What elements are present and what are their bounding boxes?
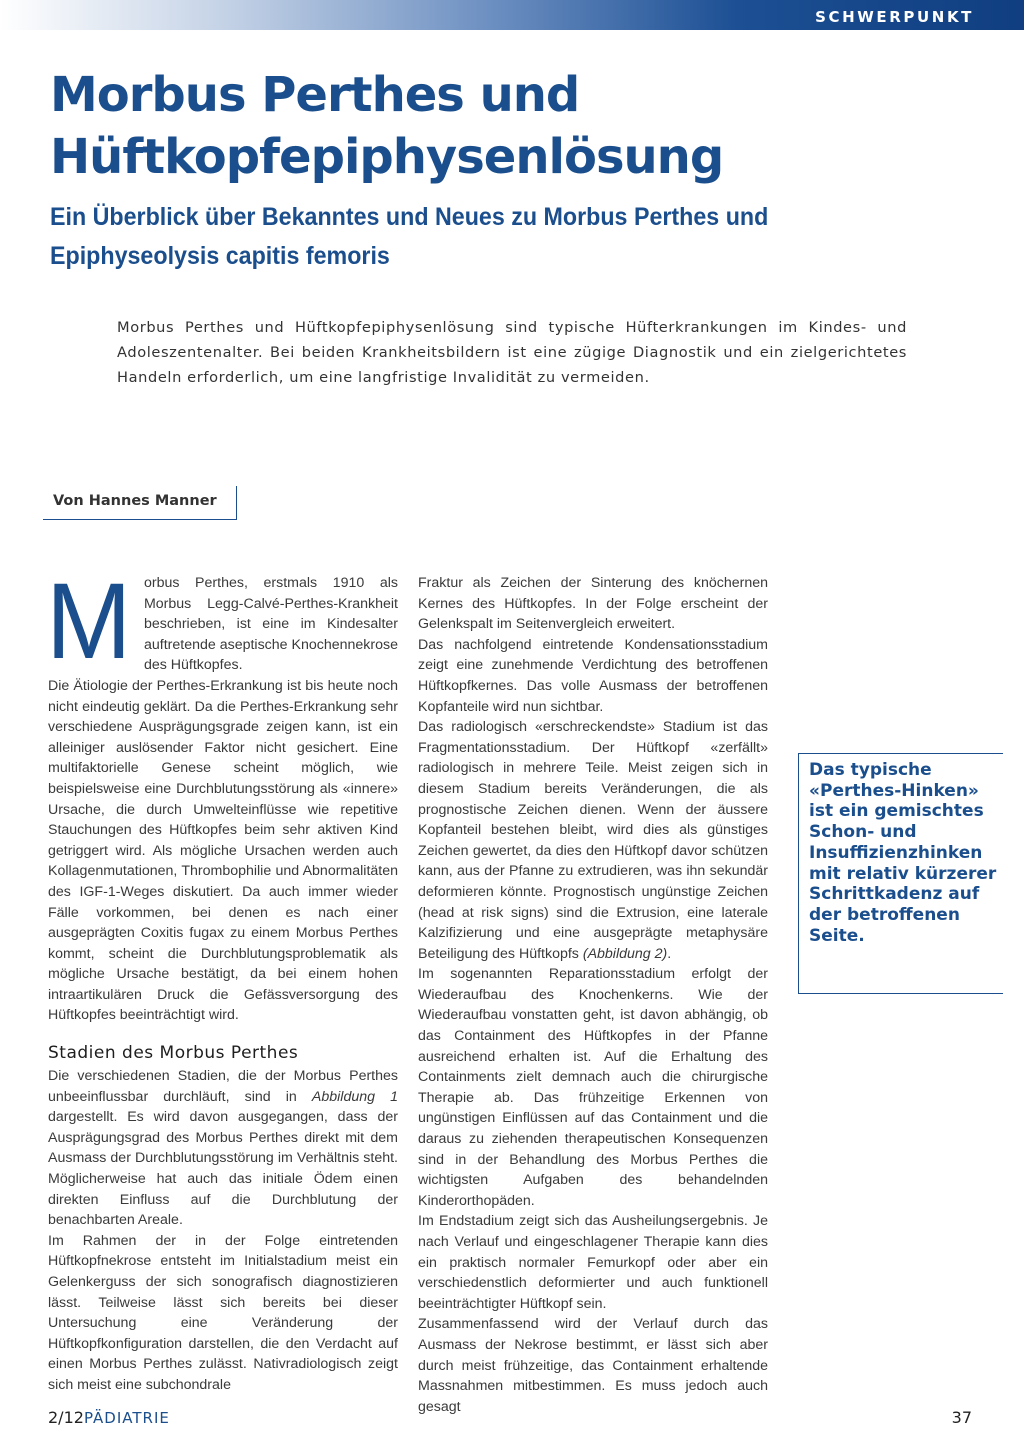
issue-number: 2/12 xyxy=(48,1408,84,1427)
body-paragraph: Im sogenannten Reparationsstadium erfolgt der Wiederaufbau des Knochenkerns. Wie der Wiederaufbau vonstatten geht, ist davon abhängig, ob das Containment des Hüftkopfes in der Pfanne ausreichend erhalten ist. Auf die Erhaltung des Containments zielt demnach auch die chirurgische Therapie ab. Das frühzeitige Erkennen von ungünstigen Einflüssen auf das Containment und die daraus zu ziehenden therapeutischen Konsequenzen sind in der Behandlung des Morbus Perthes die wichtigsten Aufgaben des behandelnden Kinderorthopäden. xyxy=(418,966,768,1209)
magazine-name: PÄDIATRIE xyxy=(83,1409,170,1427)
body-paragraph: Im Endstadium zeigt sich das Ausheilungsergebnis. Je nach Verlauf und eingeschlagener Therapie kann dies ein praktisch normaler Femurkopf oder aber ein verschiedenstlich deformierter und auch funktionell beeinträchtigter Hüftkopf sein. xyxy=(418,1213,768,1312)
pull-quote-text: Das typische «Perthes-Hinken» ist ein gemischtes Schon- und Insuffizienzhinken mit relativ kürzerer Schrittkadenz auf der betroffenen Seite. xyxy=(809,760,997,946)
figure-reference: (Abbildung 2) xyxy=(582,945,668,962)
article-lead: Morbus Perthes und Hüftkopfepiphysenlösung sind typische Hüfterkrankungen im Kindes- und Adoleszentenalter. Bei beiden Krankheitsbildern ist eine zügige Diagnostik und ein zielgerichtetes Handeln erforderlich, um eine langfristige Invalidität zu vermeiden. xyxy=(117,319,907,386)
article-subtitle: Ein Überblick über Bekanntes und Neues zu Morbus Perthes und Epiphyseolysis capitis femoris xyxy=(50,203,769,270)
body-text: Das radiologisch «erschreckendste» Stadium ist das Fragmentationsstadium. Der Hüftkopf «zerfällt» radiologisch in mehrere Teile. Meist zeigen sich in diesem Stadium bereits Veränderungen, die als prognostische Zeichen dienen. Wenn der äussere Kopfanteil bestehen bleibt, wird dies als günstiges Zeichen gewertet, da dies den Hüftkopf davor schützen kann, aus der Pfanne zu extrudieren, was ihn sekundär deformieren könnte. Prognostisch ungünstige Zeichen (head at risk signs) sind die Extrusion, eine laterale Kalzifizierung und eine ausgeprägte metaphysäre Beteiligung des Hüftkopfs xyxy=(418,719,768,962)
intro-text: orbus Perthes, erstmals 1910 als Morbus Legg-Calvé-Perthes-Krankheit beschrieben, ist eine im Kindesalter auftretende aseptische Knochennekrose des Hüftkopfes. xyxy=(143,575,398,674)
pull-quote-box xyxy=(798,753,1003,994)
body-text: dargestellt. Es wird davon ausgegangen, dass der Ausprägungsgrad des Morbus Perthes direkt mit dem Ausmass der Durchblutungsstörung im Verhältnis steht. Möglicherweise hat auch das initiale Ödem einen direkten Einfluss auf die Durchblutung der benachbarten Areale. xyxy=(48,1109,398,1229)
article-title: Morbus Perthes und Hüftkopfepiphysenlösung xyxy=(50,67,724,185)
drop-cap: M xyxy=(46,560,132,681)
text-column-right xyxy=(418,573,768,1417)
body-text: Die verschiedenen Stadien, die der Morbus Perthes unbeeinflussbar durchläuft, sind in xyxy=(48,1068,398,1105)
section-heading: Stadien des Morbus Perthes xyxy=(48,1043,299,1064)
body-paragraph: Die Ätiologie der Perthes-Erkrankung ist bis heute noch nicht eindeutig geklärt. Da die Perthes-Erkrankung sehr verschiedene Ausprägungsgrade zeigen kann, ist ein alleiniger auslösender Faktor nicht gesichert. Eine multifaktorielle Genese scheint möglich, wie beispielsweise eine Durchblutungsstörung als «innere» Ursache, die durch Umwelteinflüsse wie repetitive Stauchungen des Hüftkopfes beim sehr aktiven Kind getriggert wird. Als mögliche Ursachen werden auch Kollagenmutationen, Thrombophilie und Abnormalitäten des IGF-1-Weges diskutiert. Da auch immer wieder Fälle vorkommen, bei denen es nach einer ausgeprägten Coxitis fugax zu einem Morbus Perthes kommt, scheint die Durchblutungsproblematik als mögliche Ursache bestätigt, da bei einem hohen intraartikulären Druck die Gefässversorgung des Hüftkopfes beeinträchtigt wird. xyxy=(48,677,398,1024)
body-paragraph: Das nachfolgend eintretende Kondensationsstadium zeigt eine zunehmende Verdichtung des betroffenen Hüftkopfkernes. Das volle Ausmass der betroffenen Kopfanteile wird nun sichtbar. xyxy=(418,636,768,715)
footer-issue xyxy=(48,1408,170,1427)
intro-paragraph xyxy=(46,560,398,681)
page-number: 37 xyxy=(951,1408,972,1427)
section-label: SCHWERPUNKT xyxy=(815,8,974,26)
body-paragraph: Im Rahmen der in der Folge eintretenden Hüftkopfnekrose entsteht im Initialstadium meist ein Gelenkerguss der sich sonografisch diagnostizieren lässt. Teilweise lässt sich bereits bei dieser Untersuchung eine Veränderung der Hüftkopfkonfiguration darstellen, die den Verdacht auf einen Morbus Perthes zulässt. Nativradiologisch zeigt sich meist eine subchondrale xyxy=(48,1232,398,1393)
figure-reference: Abbildung 1 xyxy=(311,1088,398,1105)
body-paragraph: Zusammenfassend wird der Verlauf durch das Ausmass der Nekrose bestimmt, er lässt sich aber durch meist frühzeitige, das Containment erhaltende Massnahmen mitbestimmen. Es muss jedoch auch gesagt xyxy=(418,1316,768,1415)
author-box xyxy=(43,486,237,520)
body-text: . xyxy=(667,945,672,962)
body-paragraph xyxy=(418,717,768,964)
author-name: Von Hannes Manner xyxy=(53,493,217,509)
body-paragraph xyxy=(48,1066,398,1231)
text-column-left xyxy=(46,560,398,1396)
body-paragraph: Fraktur als Zeichen der Sinterung des knöchernen Kernes des Hüftkopfes. In der Folge erscheint der Gelenkspalt im Seitenvergleich erweitert. xyxy=(418,575,768,633)
